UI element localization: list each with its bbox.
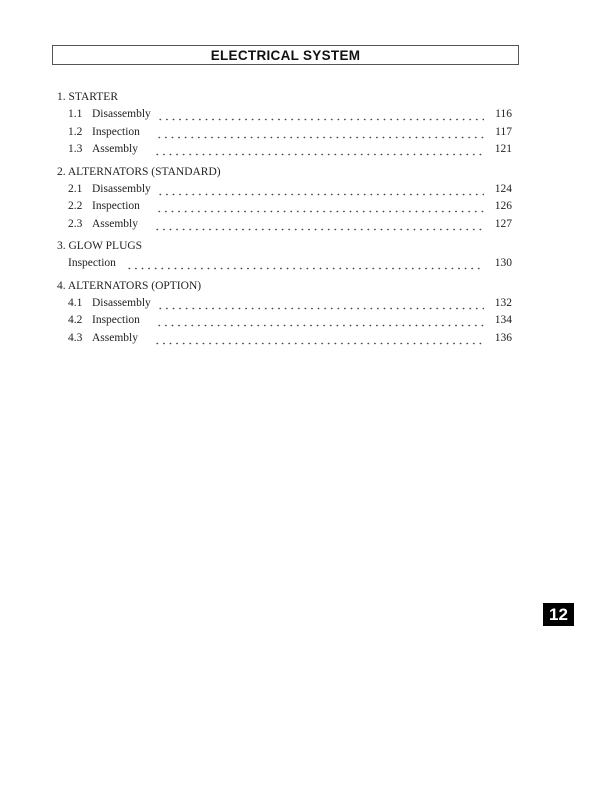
entry-page-number: 117	[495, 125, 512, 138]
section-heading: 3. GLOW PLUGS	[57, 240, 143, 252]
toc-entry[interactable]	[57, 255, 512, 273]
toc-section	[57, 164, 512, 234]
entry-label: Disassembly	[92, 108, 151, 120]
entry-number: 4.1	[68, 296, 83, 309]
dot-leader	[154, 216, 484, 234]
toc-section	[57, 89, 512, 159]
entry-page-number: 132	[494, 296, 512, 309]
entry-label: Disassembly	[92, 182, 151, 195]
entry-page-number: 126	[494, 200, 512, 212]
chapter-title-box	[52, 45, 519, 65]
entry-page-number: 121	[494, 143, 512, 155]
chapter-title: ELECTRICAL SYSTEM	[210, 48, 361, 63]
entry-label: Disassembly	[92, 296, 151, 309]
dot-leader	[157, 181, 484, 199]
toc-entry[interactable]	[57, 312, 512, 330]
section-heading: 1. STARTER	[57, 91, 119, 103]
dot-leader	[126, 255, 484, 273]
entry-page-number: 127	[494, 217, 512, 230]
entry-label: Assembly	[92, 331, 138, 344]
entry-page-number: 116	[495, 108, 512, 120]
section-heading: 4. ALTERNATORS (OPTION)	[57, 279, 202, 292]
dot-leader	[156, 198, 484, 216]
dot-leader	[157, 295, 484, 313]
entry-number: 2.1	[68, 182, 83, 195]
toc-entry[interactable]	[57, 330, 512, 348]
entry-number: 4.3	[68, 331, 83, 344]
toc-entry[interactable]	[57, 198, 512, 216]
section-heading: 2. ALTERNATORS (STANDARD)	[57, 165, 221, 178]
dot-leader	[156, 312, 484, 330]
entry-label: Inspection	[92, 314, 140, 326]
toc-entry[interactable]	[57, 295, 512, 313]
dot-leader	[156, 124, 484, 142]
entry-page-number: 130	[494, 257, 512, 269]
entry-number: 1.2	[68, 125, 83, 138]
dot-leader	[154, 141, 484, 159]
toc-entry[interactable]	[57, 124, 512, 142]
entry-number: 1.3	[68, 143, 83, 155]
entry-number: 2.2	[68, 200, 83, 212]
chapter-tab: 12	[543, 603, 574, 626]
entry-number: 2.3	[68, 217, 83, 230]
toc-entry[interactable]	[57, 216, 512, 234]
entry-number: 1.1	[68, 108, 83, 120]
entry-label: Assembly	[92, 217, 138, 230]
dot-leader	[154, 330, 484, 348]
entry-label: Inspection	[92, 125, 140, 138]
toc-section	[57, 238, 512, 273]
dot-leader	[157, 106, 484, 124]
entry-page-number: 134	[494, 314, 512, 326]
entry-label: Inspection	[92, 200, 140, 212]
entry-label: Inspection	[68, 257, 116, 269]
toc-entry[interactable]	[57, 141, 512, 159]
entry-number: 4.2	[68, 314, 83, 326]
entry-page-number: 124	[494, 182, 512, 195]
entry-label: Assembly	[92, 143, 138, 155]
toc-section	[57, 278, 512, 348]
entry-page-number: 136	[494, 331, 512, 344]
toc-entry[interactable]	[57, 106, 512, 124]
table-of-contents	[57, 89, 512, 352]
toc-entry[interactable]	[57, 181, 512, 199]
